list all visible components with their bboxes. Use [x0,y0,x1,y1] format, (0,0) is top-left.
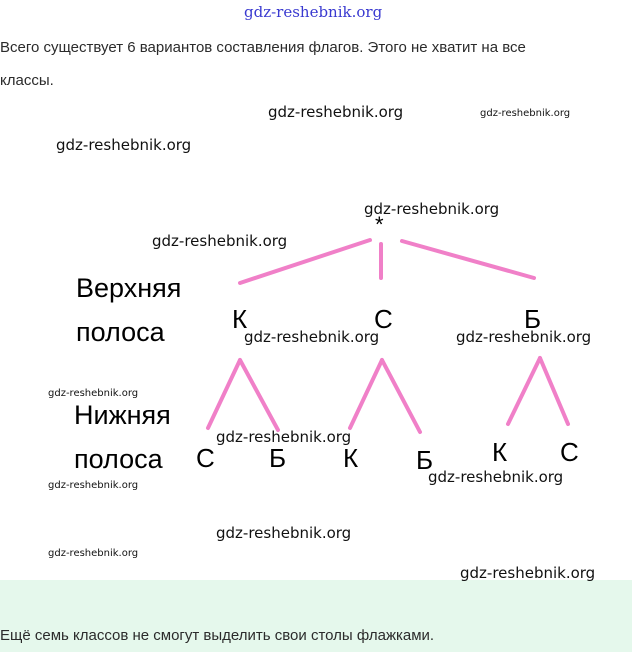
watermark: gdz-reshebnik.org [480,108,571,119]
watermark: gdz-reshebnik.org [460,564,596,582]
intro-line-1: Всего существует 6 вариантов составления флагов. Этого не хватит на все [0,39,526,56]
lower-stripe-label-1: Нижняя [74,400,171,430]
watermark-top: gdz-reshebnik.org [244,3,383,21]
edge-b-s [540,358,568,424]
lower-node-4: Б [416,445,434,475]
edge-s-k [350,360,382,428]
watermark: gdz-reshebnik.org [456,328,592,346]
watermark: gdz-reshebnik.org [48,548,139,559]
lower-node-5: К [492,437,508,467]
upper-node-1: К [232,304,248,334]
upper-stripe-label-2: полоса [76,317,165,347]
intro-line-2: классы. [0,72,54,89]
tree-root: * [375,212,384,237]
edge-b-k [508,358,540,424]
lower-node-1: С [196,443,215,473]
conclusion-box [0,564,632,652]
edge-k-s [208,360,240,428]
watermark: gdz-reshebnik.org [48,388,139,399]
watermark: gdz-reshebnik.org [56,136,192,154]
conclusion-text: Ещё семь классов не смогут выделить свои столы флажками. [0,627,435,644]
edge-root-b [402,241,534,278]
edge-k-b [240,360,278,430]
watermark: gdz-reshebnik.org [244,328,380,346]
upper-node-2: С [374,304,393,334]
upper-stripe-label-1: Верхняя [76,273,182,303]
lower-stripe-label-2: полоса [74,444,163,474]
watermark: gdz-reshebnik.org [268,103,404,121]
upper-node-3: Б [524,304,542,334]
watermark: gdz-reshebnik.org [216,428,352,446]
watermark: gdz-reshebnik.org [152,232,288,250]
watermark: gdz-reshebnik.org [364,200,500,218]
watermark: gdz-reshebnik.org [48,480,139,491]
lower-node-3: К [343,443,359,473]
edge-s-b [382,360,420,432]
watermark: gdz-reshebnik.org [428,468,564,486]
lower-node-2: Б [269,443,287,473]
lower-node-6: С [560,437,579,467]
watermark: gdz-reshebnik.org [216,524,352,542]
